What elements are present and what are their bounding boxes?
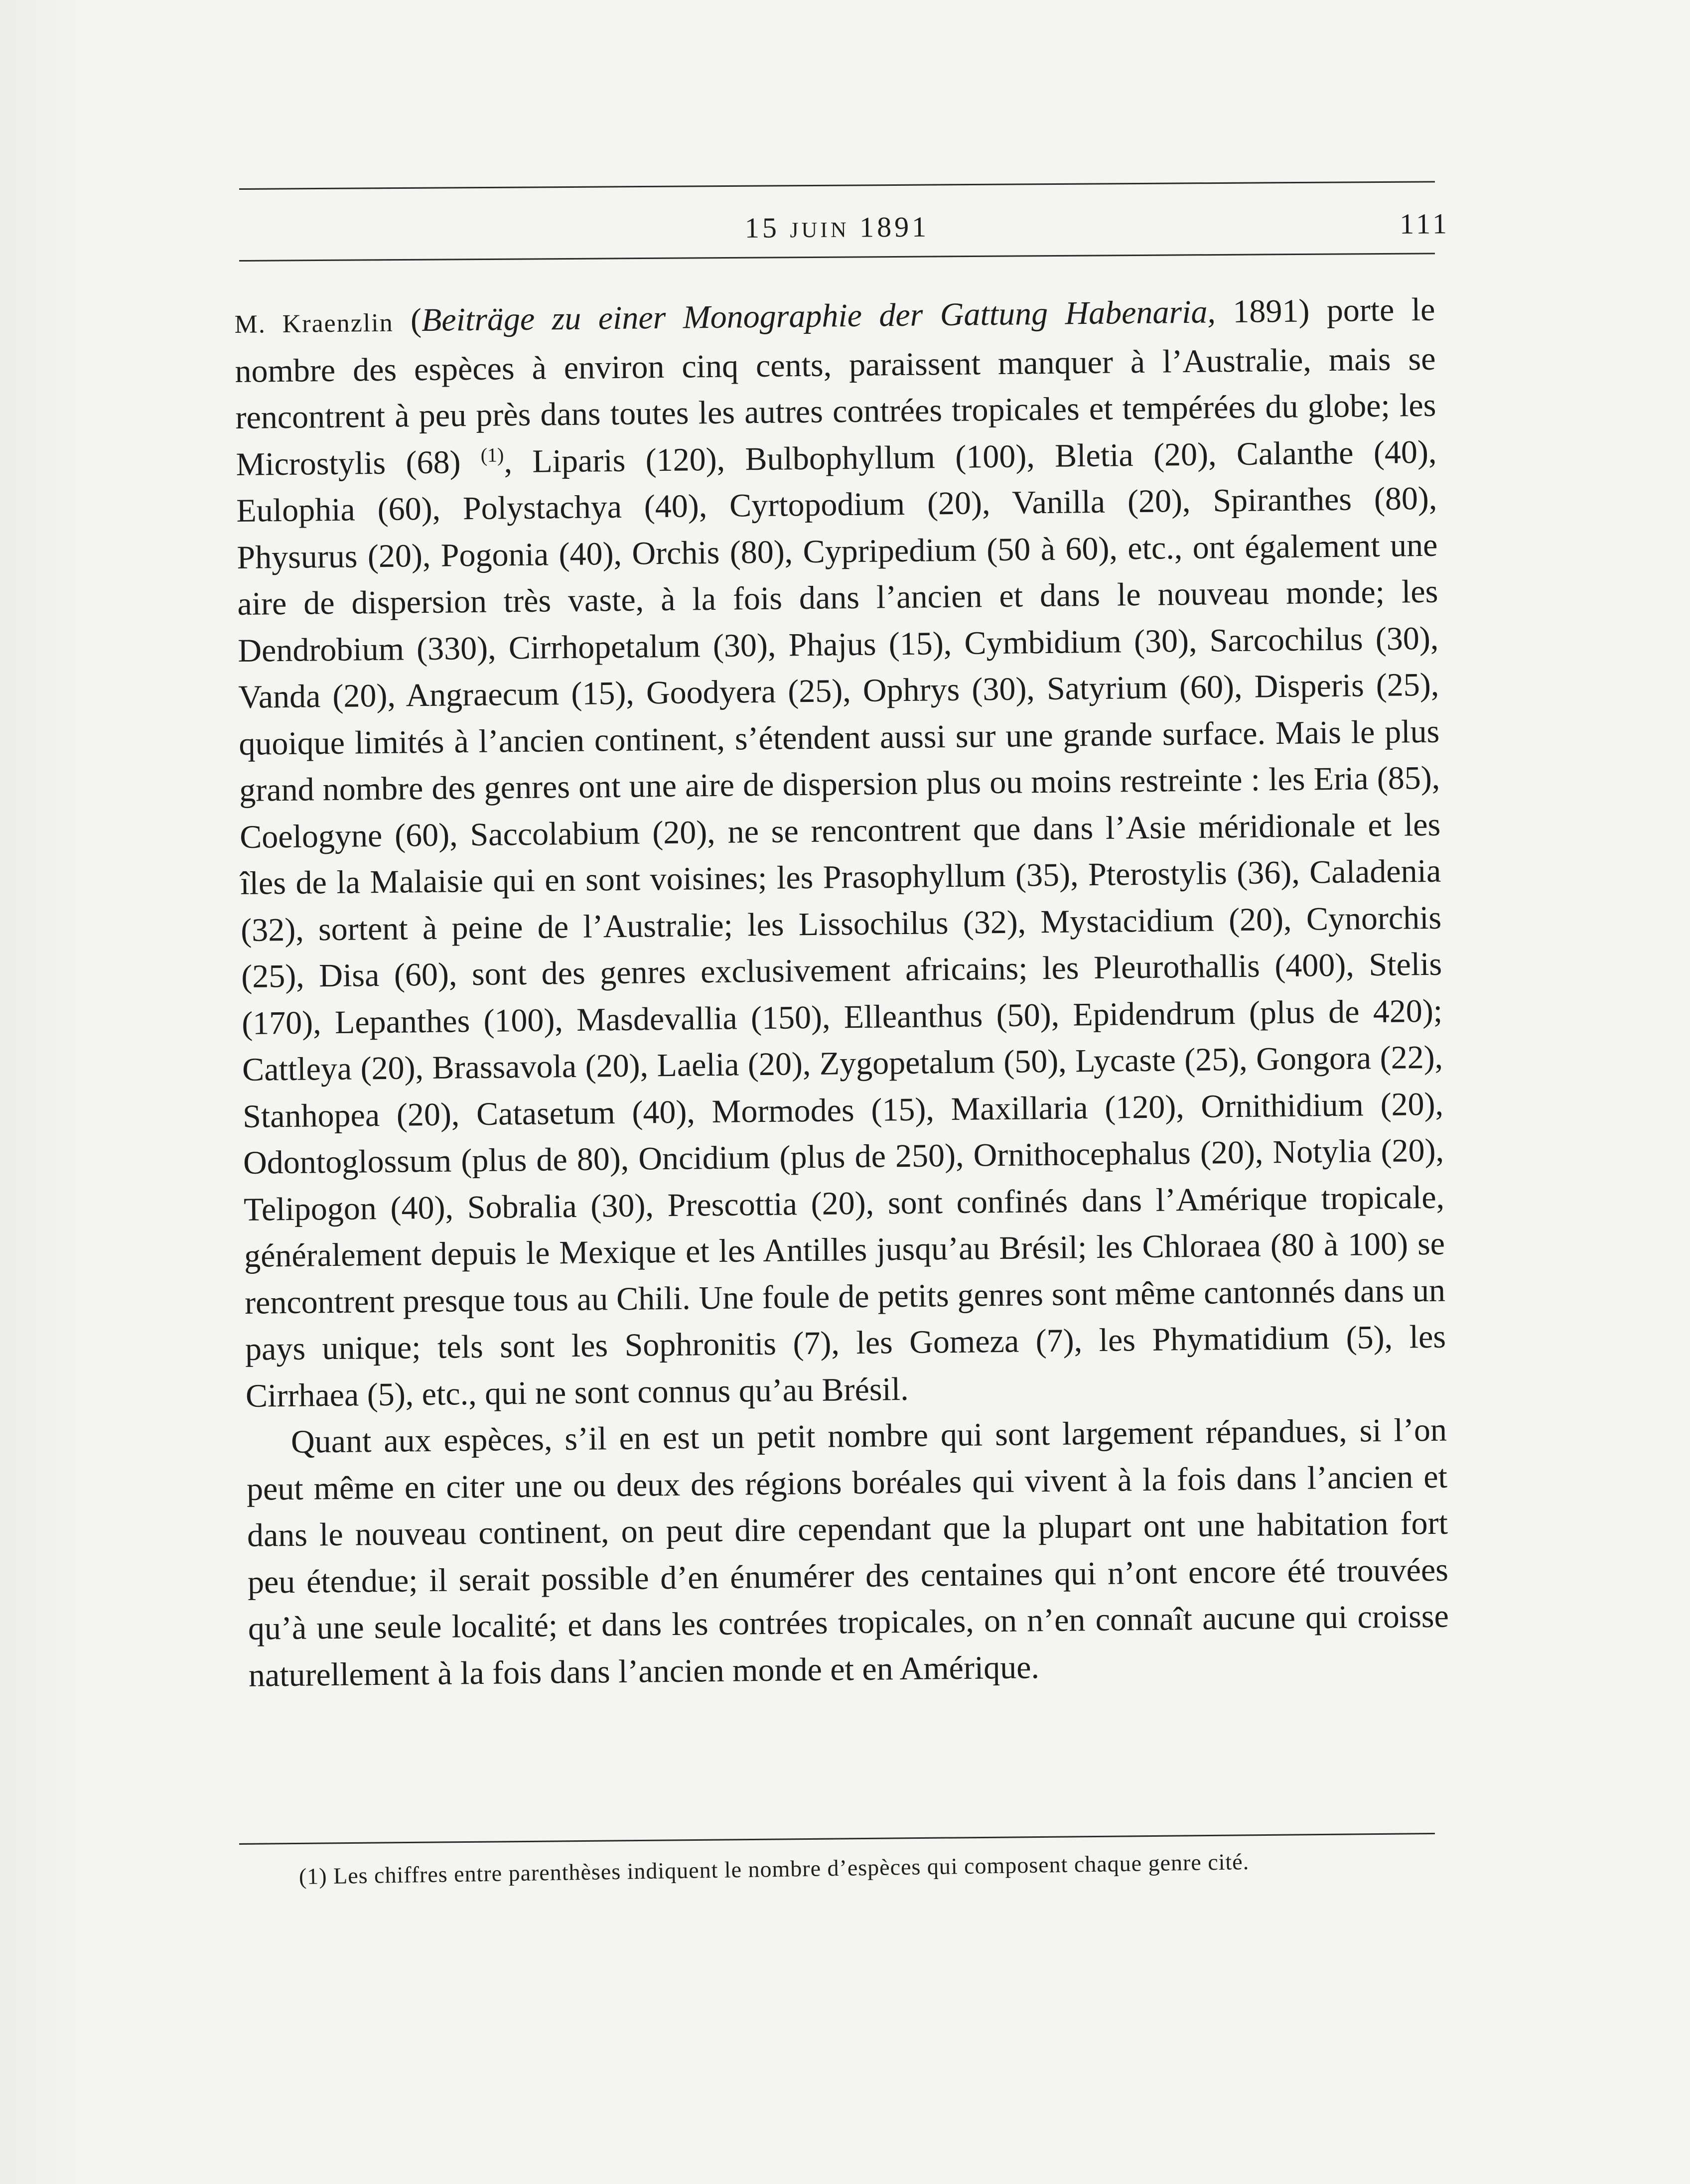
- open-paren: (: [410, 302, 422, 339]
- date-year: 1891: [859, 210, 930, 244]
- page-number: 111: [1400, 207, 1450, 240]
- footnote-reference: (1): [480, 443, 504, 466]
- date-month: JUIN: [790, 217, 849, 243]
- header-top-rule: [239, 181, 1435, 190]
- author-name: M. Kraenzlin: [234, 308, 394, 339]
- header-bottom-rule: [239, 253, 1435, 262]
- page-header: [239, 197, 1450, 254]
- paragraph-1: [234, 286, 1446, 1419]
- cited-work-title: Beiträge zu einer Monographie der Gattung Habenaria,: [421, 293, 1216, 339]
- date-day: 15: [744, 211, 780, 244]
- paragraph-1-text-b: , Liparis (120), Bulbophyllum (100), Bletia (20), Calanthe (40), Eulophia (60), Polystachya (40), Cyrtopodium (20), Vanilla (20), Spiranthes (80), Physurus (20), Pogonia (40), Orchis (80), Cypripedium (50 à 60), etc., ont également une aire de dispersion très vaste, à la fois dans l’ancien et dans le nouveau monde; les Dendrobium (330), Cirrhopetalum (30), Phajus (15), Cymbidium (30), Sarcochilus (30), Vanda (20), Angraecum (15), Goodyera (25), Ophrys (30), Satyrium (60), Disperis (25), quoique limités à l’ancien continent, s’étendent aussi sur une grande surface. Mais le plus grand nombre des genres ont une aire de dispersion plus ou moins restreinte : les Eria (85), Coelogyne (60), Saccolabium (20), ne se rencontrent que dans l’Asie méridionale et les îles de la Malaisie qui en sont voisines; les Prasophyllum (35), Pterostylis (36), Caladenia (32), sortent à peine de l’Australie; les Lissochilus (32), Mystacidium (20), Cynorchis (25), Disa (60), sont des genres exclusivement africains; les Pleurothallis (400), Stelis (170), Lepanthes (100), Masdevallia (150), Elleanthus (50), Epidendrum (plus de 420); Cattleya (20), Brassavola (20), Laelia (20), Zygopetalum (50), Lycaste (25), Gongora (22), Stanhopea (20), Catasetum (40), Mormodes (15), Maxillaria (120), Ornithidium (20), Odontoglossum (plus de 80), Oncidium (plus de 250), Ornithocephalus (20), Notylia (20), Telipogon (40), Sobralia (30), Prescottia (20), sont confinés dans l’Amérique tropicale, généralement depuis le Mexique et les Antilles jusqu’au Brésil; les Chloraea (80 à 100) se rencontrent presque tous au Chili. Une foule de petits genres sont même cantonnés dans un pays unique; tels sont les Sophronitis (7), les Gomeza (7), les Phymatidium (5), les Cirrhaea (5), etc., qui ne sont connus qu’au Brésil.: [236, 433, 1446, 1414]
- paragraph-1-text-a: 1891) porte le nombre des espèces à environ cinq cents, paraissent manquer à l’Australie, mais se rencontrent à peu près dans toutes les autres contrées tropicales et tempérées du globe; les Microstylis (68): [235, 291, 1436, 483]
- footnote: (1) Les chiffres entre parenthèses indiquent le nombre d’espèces qui composent chaque genre cité.: [298, 1849, 1250, 1889]
- main-text: [234, 286, 1449, 1699]
- running-head-date: [239, 207, 1435, 248]
- paragraph-2: Quant aux espèces, s’il en est un petit nombre qui sont largement répandues, si l’on peut même en citer une ou deux des régions boréales qui vivent à la fois dans l’ancien et dans le nouveau continent, on peut dire cependant que la plupart ont une habitation fort peu étendue; il serait possible d’en énumérer des centaines qui n’ont encore été trouvées qu’à une seule localité; et dans les contrées tropicales, on n’en connaît aucune qui croisse naturellement à la fois dans l’ancien monde et en Amérique.: [246, 1411, 1449, 1694]
- scan-margin-shadow: [0, 0, 85, 2184]
- footnote-separator-rule: [239, 1833, 1435, 1845]
